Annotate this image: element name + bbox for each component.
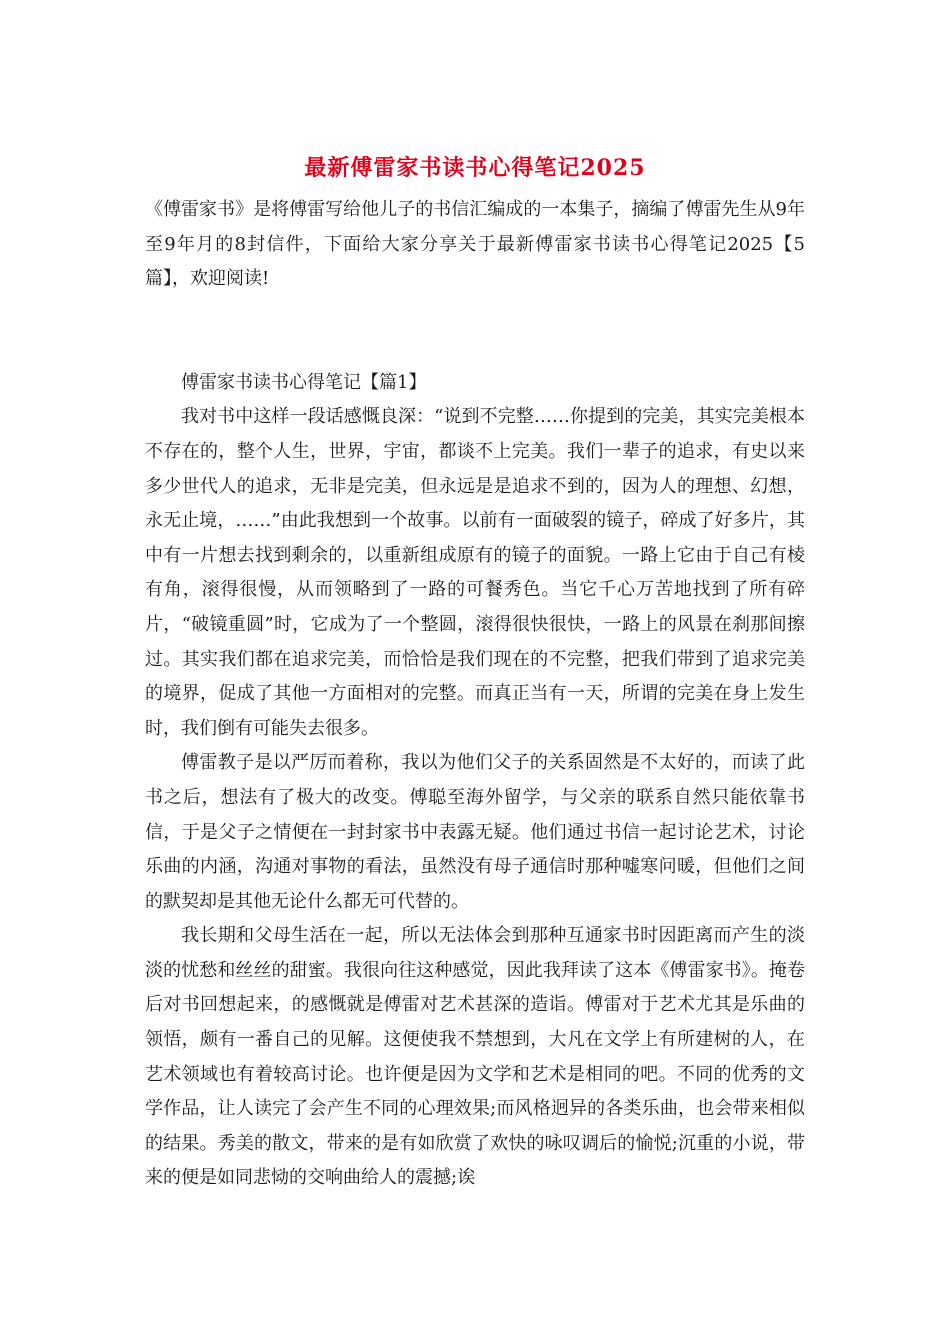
document-title: 最新傅雷家书读书心得笔记2025: [304, 155, 646, 181]
body-paragraph-2: 傅雷教子是以严厉而着称，我以为他们父子的关系固然是不太好的，而读了此书之后，想法有了极大的改变。傅聪至海外留学，与父亲的联系自然只能依靠书信，于是父子之情便在一封封家书中表露无疑。他们通过书信一起讨论艺术，讨论乐曲的内涵，沟通对事物的看法，虽然没有母子通信时那种嘘寒问暖，但他们之间的默契却是其他无论什么都无可代替的。: [145, 752, 805, 912]
body-paragraph-3: 我长期和父母生活在一起，所以无法体会到那种互通家书时因距离而产生的淡淡的忧愁和丝丝的甜蜜。我很向往这种感觉，因此我拜读了这本《傅雷家书》。掩卷后对书回想起来，的感慨就是傅雷对艺术甚深的造诣。傅雷对于艺术尤其是乐曲的领悟，颇有一番自己的见解。这便使我不禁想到，大凡在文学上有所建树的人，在艺术领域也有着较高讨论。也许便是因为文学和艺术是相同的吧。不同的优秀的文学作品，让人读完了会产生不同的心理效果;而风格迥异的各类乐曲，也会带来相似的结果。秀美的散文，带来的是有如欣赏了欢快的咏叹调后的愉悦;沉重的小说，带来的便是如同悲恸的交响曲给人的震撼;诶: [145, 925, 805, 1189]
section-spacer: [145, 297, 805, 366]
document-body: [145, 193, 805, 1196]
section-heading: 傅雷家书读书心得笔记【篇1】: [181, 371, 427, 393]
intro-paragraph: 《傅雷家书》是将傅雷写给他儿子的书信汇编成的一本集子，摘编了傅雷先生从9年至9年月的8封信件，下面给大家分享关于最新傅雷家书读书心得笔记2025【5篇】，欢迎阅读!: [145, 199, 805, 290]
body-paragraph-1: 我对书中这样一段话感慨良深：“说到不完整……你提到的完美，其实完美根本不存在的，整个人生，世界，宇宙，都谈不上完美。我们一辈子的追求，有史以来多少世代人的追求，无非是完美，但永远是是追求不到的，因为人的理想、幻想，永无止境，……”由此我想到一个故事。以前有一面破裂的镜子，碎成了好多片，其中有一片想去找到剩余的，以重新组成原有的镜子的面貌。一路上它由于自己有棱有角，滚得很慢，从而领略到了一路的可餐秀色。当它千心万苦地找到了所有碎片，“破镜重圆”时，它成为了一个整圆，滚得很快很快，一路上的风景在刹那间擦过。其实我们都在追求完美，而恰恰是我们现在的不完整，把我们带到了追求完美的境界，促成了其他一方面相对的完整。而真正当有一天，所谓的完美在身上发生时，我们倒有可能失去很多。: [145, 406, 805, 739]
